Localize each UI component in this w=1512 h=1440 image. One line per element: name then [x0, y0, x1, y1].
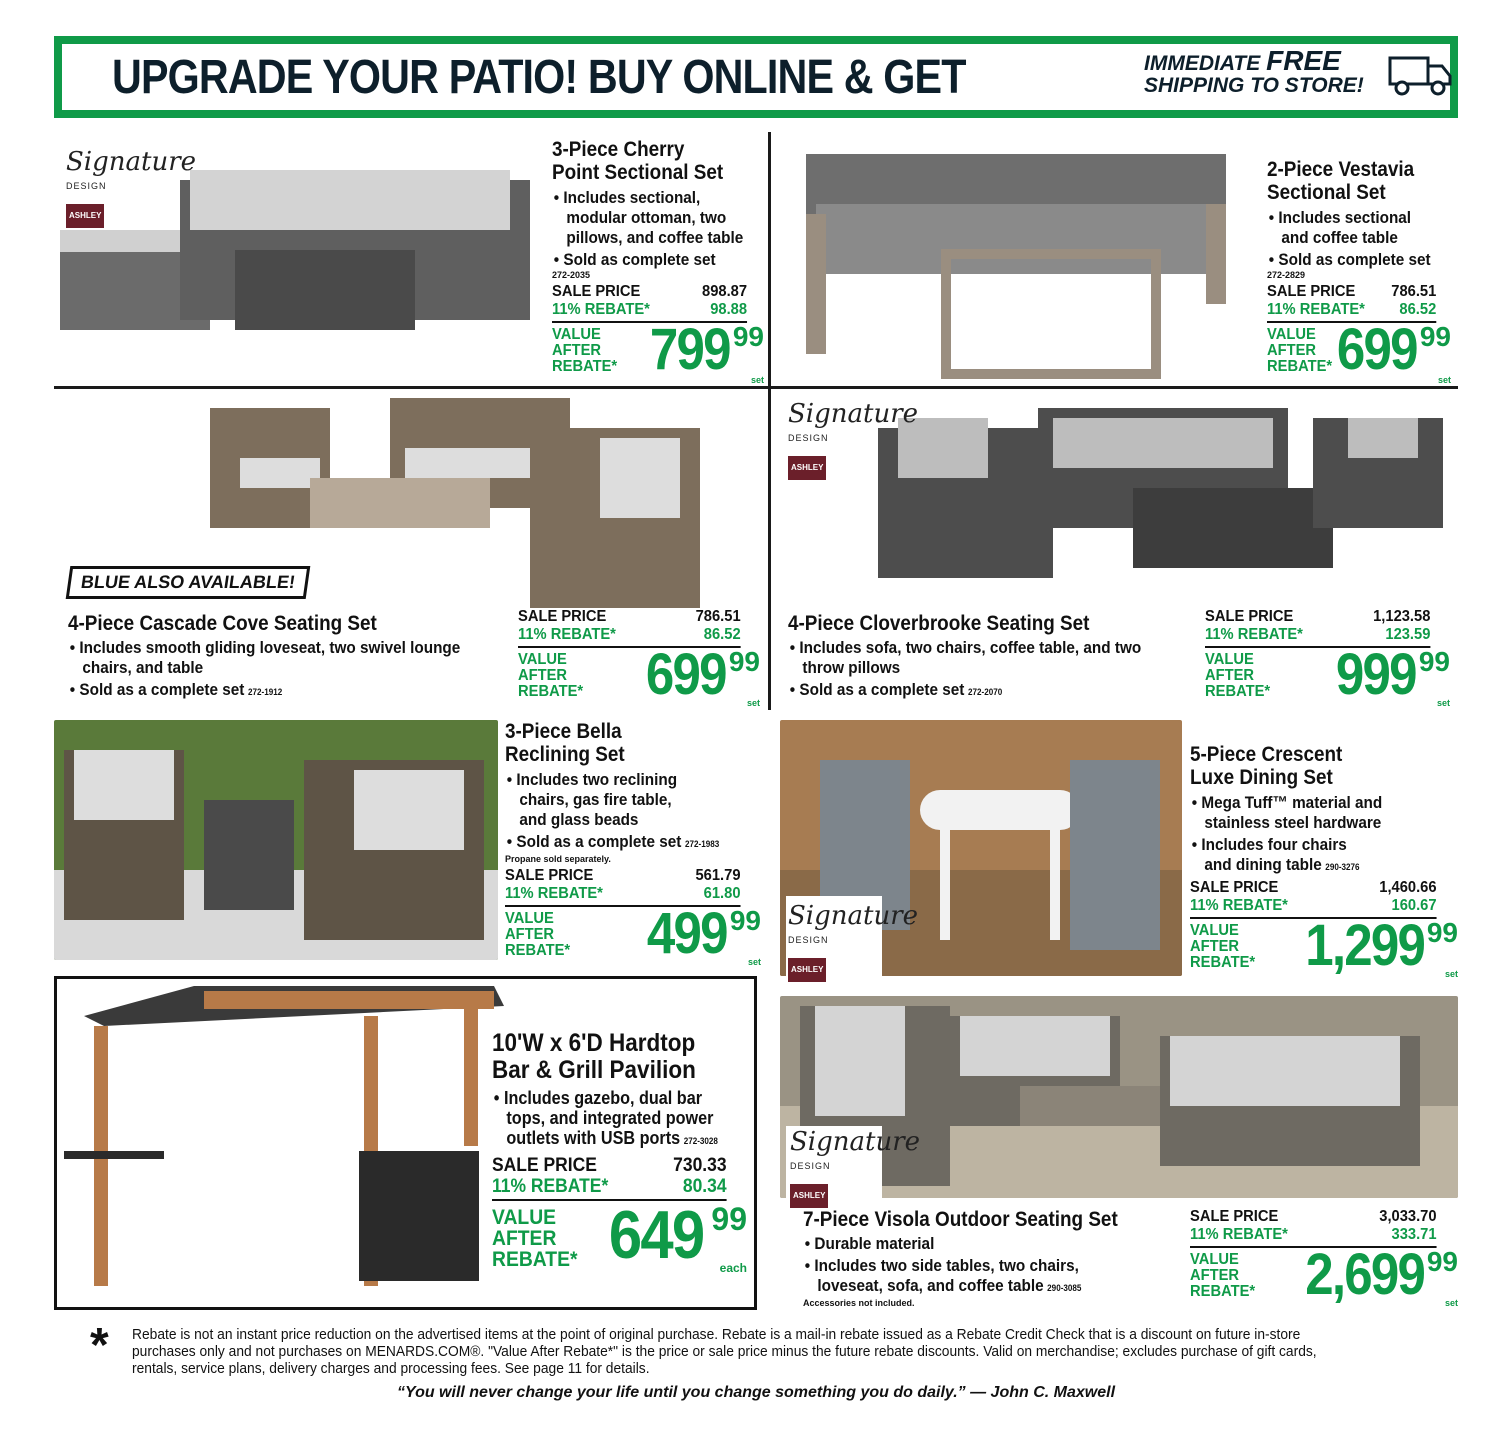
quote: “You will never change your life until you change something you do daily.” — John C. Maxwell: [396, 1384, 1116, 1401]
sku: 272-1983: [684, 839, 720, 849]
price-cascade-cove: SALE PRICE 786.51 11% REBATE* 86.52 VALUE AFTER REBATE* 699 99 set: [518, 608, 760, 708]
price: 699: [646, 642, 726, 707]
price: 1,299: [1305, 913, 1424, 978]
product-vestavia: 2-Piece Vestavia Sectional Set • Includes sectional and coffee table • Sold as complete set 272-2829 SALE PRICE 786.51 11% REBATE* 86.52 VALUE AFTER REBATE* 699 99 set: [1267, 158, 1451, 383]
note: Accessories not included.: [803, 1298, 915, 1308]
banner-headline: UPGRADE YOUR PATIO! BUY ONLINE & GET: [112, 50, 966, 104]
value-after-rebate: VALUE AFTER REBATE* 2,699 99 set: [1190, 1242, 1458, 1308]
rebate-disclaimer: Rebate is not an instant price reduction on the advertised items at the point of original purchase. Rebate is a mail-in rebate issued as a Rebate Credit Check that is a discount on future in-store purchases only and not purchases on MENARDS.COM®. "Value After Rebate*" is the price or sale price minus the future rebate discounts. Valid on merchandise; excludes purchase of gift cards, rentals, service plans, delivery charges and processing fees. See page 11 for details.: [132, 1326, 1317, 1377]
product-crescent-luxe: 5-Piece Crescent Luxe Dining Set • Mega Tuff™ material and stainless steel hardware • Includes four chairs and dining table 290-3276 SALE PRICE 1,460.66 11% REBATE* 160.67 VALUE AFTER REBATE* 1,299 99 set: [1190, 743, 1458, 977]
price: 699: [1337, 317, 1417, 382]
divider: [768, 132, 771, 710]
signature-design-logo: Signature DESIGN ASHLEY: [788, 904, 918, 982]
product-cascade-cove: 4-Piece Cascade Cove Seating Set • Includes smooth gliding loveseat, two swivel lounge chairs, and table • Sold as a complete set 272-1912: [68, 612, 508, 702]
signature-design-logo: Signature DESIGN ASHLEY: [788, 402, 918, 480]
value-after-rebate: VALUE AFTER REBATE* 1,299 99 set: [1190, 913, 1458, 979]
sku: 272-1912: [247, 687, 283, 697]
price: 999: [1336, 642, 1416, 707]
product-cherry-point: 3-Piece Cherry Point Sectional Set • Includes sectional, modular ottoman, two pillows, and coffee table • Sold as complete set 272-2035 SALE PRICE 898.87 11% REBATE* 98.88 VALUE AFTER REBATE* 799 99 set: [552, 138, 764, 383]
price-visola: SALE PRICE 3,033.70 11% REBATE* 333.71 VALUE AFTER REBATE* 2,699 99 set: [1190, 1208, 1458, 1308]
price: 799: [650, 317, 730, 382]
sku: 290-3276: [1325, 862, 1360, 872]
value-after-rebate: VALUE AFTER REBATE* 649 99 each: [492, 1197, 747, 1275]
asterisk-icon: *: [90, 1319, 109, 1372]
price: 649: [608, 1197, 703, 1273]
price-cloverbrooke: SALE PRICE 1,123.58 11% REBATE* 123.59 VALUE AFTER REBATE* 999 99 set: [1205, 608, 1450, 708]
value-after-rebate: VALUE AFTER REBATE* 999 99 set: [1205, 642, 1450, 708]
price: 499: [647, 901, 727, 966]
note: Propane sold separately.: [505, 854, 611, 864]
sku: 272-3028: [683, 1136, 718, 1146]
promo-banner: [54, 36, 1458, 118]
value-after-rebate: VALUE AFTER REBATE* 699 99 set: [518, 642, 760, 708]
signature-design-logo: Signature DESIGN ASHLEY: [790, 1130, 920, 1208]
value-after-rebate: VALUE AFTER REBATE* 699 99 set: [1267, 317, 1451, 385]
product-image-pavilion: [64, 986, 504, 1286]
sku: 290-3085: [1047, 1283, 1082, 1293]
product-image-vestavia: [796, 144, 1252, 380]
signature-design-logo: Signature DESIGN ASHLEY: [66, 150, 196, 228]
blue-available-badge: BLUE ALSO AVAILABLE!: [66, 566, 311, 599]
product-visola: 7-Piece Visola Outdoor Seating Set • Durable material • Includes two side tables, two chairs, loveseat, sofa, and coffee table 290-3085 Accessories not included.: [803, 1208, 1183, 1309]
product-bella: 3-Piece Bella Reclining Set • Includes two reclining chairs, gas fire table, and glass beads • Sold as a complete set 272-1983 Propane sold separately. SALE PRICE 561.79 11% REBATE* 61.80 VALUE AFTER REBATE* 499 99 set: [505, 720, 761, 965]
sku: 272-2829: [1267, 270, 1306, 280]
product-pavilion: 10'W x 6'D Hardtop Bar & Grill Pavilion • Includes gazebo, dual bar tops, and integrated power outlets with USB ports 272-3028 SALE PRICE 730.33 11% REBATE* 80.34 VALUE AFTER REBATE* 649 99 each: [492, 1030, 747, 1273]
price: 2,699: [1305, 1242, 1424, 1307]
divider: [54, 386, 1458, 389]
product-image-cloverbrooke: [878, 408, 1452, 592]
value-after-rebate: VALUE AFTER REBATE* 799 99 set: [552, 317, 764, 385]
value-after-rebate: VALUE AFTER REBATE* 499 99 set: [505, 901, 761, 967]
free-shipping-text: IMMEDIATE FREE SHIPPING TO STORE!: [1144, 45, 1364, 97]
product-image-bella: [54, 720, 498, 960]
bullet: • Includes sectional, modular ottoman, two pillows, and coffee table: [552, 188, 743, 248]
sku: 272-2070: [967, 687, 1003, 697]
sku: 272-2035: [552, 270, 591, 280]
truck-icon: [1384, 52, 1456, 100]
product-cloverbrooke: 4-Piece Cloverbrooke Seating Set • Includes sofa, two chairs, coffee table, and two throw pillows • Sold as a complete set 272-2070: [788, 612, 1198, 702]
